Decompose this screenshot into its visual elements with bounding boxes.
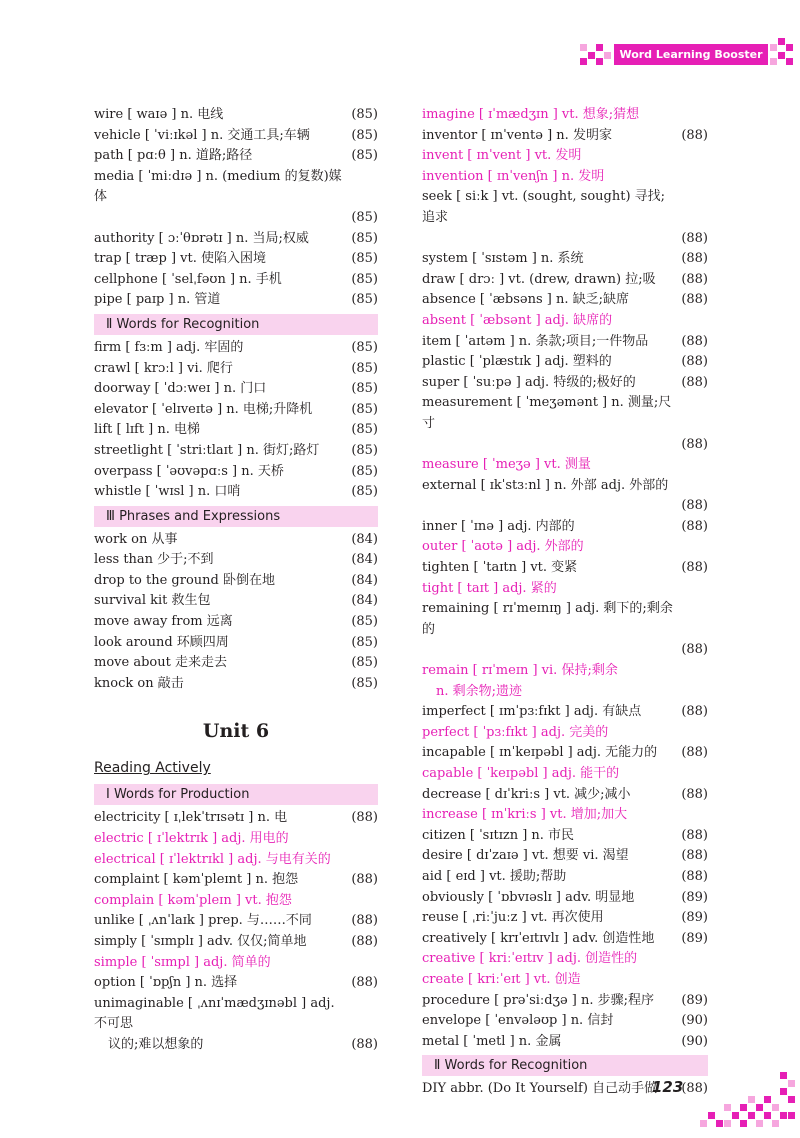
vocab-entry: [94, 359, 378, 380]
vocab-entry: [94, 591, 378, 612]
page-reference: (90): [681, 1013, 708, 1029]
entry-text: complain [ kəmˈpleɪn ] vt. 抱怨: [94, 892, 292, 908]
derived-word-entry: [94, 850, 378, 871]
entry-text: vehicle [ ˈviːɪkəl ] n. 交通工具;车辆: [94, 127, 310, 143]
derived-word-entry: [422, 805, 708, 826]
page-reference: (88): [681, 827, 708, 843]
entry-text: look around 环顾四周: [94, 634, 229, 650]
header-banner: Word Learning Booster: [614, 44, 768, 65]
vocab-entry: [94, 482, 378, 503]
page-reference: (88): [681, 848, 708, 864]
entry-text: path [ pɑːθ ] n. 道路;路径: [94, 148, 253, 164]
vocab-entry: [94, 400, 378, 421]
left-column: [94, 105, 378, 1056]
entry-text: move away from 远离: [94, 614, 233, 630]
entry-text: super [ ˈsuːpə ] adj. 特级的;极好的: [422, 374, 636, 390]
entry-text: electricity [ ɪˌlekˈtrɪsətɪ ] n. 电: [94, 810, 288, 826]
vocab-entry: [94, 420, 378, 441]
vocab-entry: [94, 932, 378, 953]
entry-text: aid [ eɪd ] vt. 援助;帮助: [422, 868, 567, 884]
page-reference: (90): [681, 1033, 708, 1049]
entry-text: inventor [ ɪnˈventə ] n. 发明家: [422, 127, 612, 143]
entry-text: complaint [ kəmˈpleɪnt ] n. 抱怨: [94, 872, 299, 888]
vocab-entry: [94, 973, 378, 994]
entry-text: electrical [ ɪˈlektrɪkl ] adj. 与电有关的: [94, 851, 331, 867]
derived-word-entry: [422, 105, 708, 126]
entry-text: external [ ɪkˈstɜːnl ] n. 外部 adj. 外部的: [422, 477, 669, 493]
entry-text: tighten [ ˈtaɪtn ] vt. 变紧: [422, 560, 578, 576]
entry-text: outer [ ˈaʊtə ] adj. 外部的: [422, 539, 584, 555]
entry-text: trap [ træp ] vt. 使陷入困境: [94, 251, 266, 267]
page-reference: (88): [681, 230, 708, 246]
vocab-entry: [422, 888, 708, 909]
derived-word-entry: [422, 167, 708, 188]
entry-continuation: 议的;难以想象的: [108, 1036, 204, 1052]
page-reference: (88): [681, 127, 708, 143]
page-reference: (85): [351, 292, 378, 308]
entry-text: simple [ ˈsɪmpl ] adj. 简单的: [94, 954, 271, 970]
page-reference: (89): [681, 930, 708, 946]
entry-text: wire [ waɪə ] n. 电线: [94, 107, 224, 122]
page-reference: (85): [351, 360, 378, 376]
page-reference: (85): [351, 655, 378, 671]
derived-word-entry: [422, 579, 708, 600]
vocab-entry: [422, 1011, 708, 1032]
vocab-entry: [94, 379, 378, 400]
entry-text: reuse [ ˌriːˈjuːz ] vt. 再次使用: [422, 910, 604, 926]
entry-text: doorway [ ˈdɔːweɪ ] n. 门口: [94, 381, 267, 397]
page-reference: (88): [681, 436, 708, 452]
vocab-entry: [94, 911, 378, 932]
vocab-entry: [422, 126, 708, 147]
vocab-entry: [422, 929, 708, 950]
entry-text: firm [ fɜːm ] adj. 牢固的: [94, 339, 244, 355]
entry-text: unimaginable [ ˌʌnɪˈmædʒɪnəbl ] adj. 不可思: [94, 995, 335, 1032]
right-column: [422, 105, 708, 1100]
vocab-entry: [422, 249, 708, 270]
derived-word-entry: [422, 146, 708, 167]
page-reference: (88): [681, 868, 708, 884]
entry-text: authority [ ɔːˈθɒrətɪ ] n. 当局;权威: [94, 230, 309, 246]
vocab-entry: [94, 808, 378, 829]
derived-word-entry: [422, 949, 708, 970]
entry-text: incapable [ ɪnˈkeɪpəbl ] adj. 无能力的: [422, 745, 658, 761]
page-reference: (88): [351, 1036, 378, 1052]
entry-text: DIY abbr. (Do It Yourself) 自己动手做: [422, 1081, 658, 1097]
entry-text: whistle [ ˈwɪsl ] n. 口哨: [94, 484, 241, 500]
entry-text: unlike [ ˌʌnˈlaɪk ] prep. 与……不同: [94, 913, 312, 929]
derived-word-entry: [422, 455, 708, 476]
page-reference: (88): [681, 292, 708, 308]
entry-text: imperfect [ ɪmˈpɜːfɪkt ] adj. 有缺点: [422, 704, 642, 720]
vocab-entry: [94, 441, 378, 462]
entry-text: creatively [ krɪˈeɪtɪvlɪ ] adv. 创造性地: [422, 930, 655, 946]
page-reference: (88): [681, 271, 708, 287]
vocab-entry: [94, 290, 378, 311]
entry-text: create [ kriːˈeɪt ] vt. 创造: [422, 971, 581, 987]
vocab-entry: [422, 352, 708, 373]
page-reference: (88): [351, 810, 378, 826]
entry-text: envelope [ ˈenvələʊp ] n. 信封: [422, 1013, 614, 1029]
entry-text: electric [ ɪˈlektrɪk ] adj. 用电的: [94, 831, 289, 847]
vocab-entry: [422, 373, 708, 394]
vocab-entry: [94, 571, 378, 592]
vocab-entry: [422, 743, 708, 764]
entry-text: invention [ ɪnˈvenʃn ] n. 发明: [422, 168, 605, 184]
vocab-entry: [422, 867, 708, 888]
vocab-entry: [94, 633, 378, 654]
derived-word-entry: [422, 764, 708, 785]
entry-text: metal [ ˈmetl ] n. 金属: [422, 1033, 562, 1049]
entry-text: overpass [ ˈəʊvəpɑːs ] n. 天桥: [94, 463, 284, 479]
section-header: Ⅱ Words for Recognition: [422, 1055, 708, 1076]
page-reference: (85): [351, 209, 378, 225]
derived-word-entry: [94, 829, 378, 850]
entry-text: measurement [ ˈmeʒəmənt ] n. 测量;尺寸: [422, 395, 672, 431]
vocab-entry: [94, 530, 378, 551]
page-number: 123: [652, 1078, 684, 1096]
vocab-entry: [422, 991, 708, 1012]
page-reference: (88): [681, 374, 708, 390]
entry-text: item [ ˈaɪtəm ] n. 条款;项目;一件物品: [422, 333, 649, 349]
page-reference: (84): [351, 531, 378, 547]
unit-title: Unit 6: [202, 720, 270, 743]
page-reference: (85): [351, 463, 378, 479]
entry-text: survival kit 救生包: [94, 593, 211, 609]
page-reference: (88): [681, 704, 708, 720]
page-reference: (85): [351, 484, 378, 500]
entry-text: perfect [ ˈpɜːfɪkt ] adj. 完美的: [422, 724, 609, 740]
entry-text: lift [ lɪft ] n. 电梯: [94, 422, 201, 438]
page-reference: (88): [681, 518, 708, 534]
entry-text: remaining [ rɪˈmeɪnɪŋ ] adj. 剩下的;剩余的: [422, 601, 673, 637]
entry-text: absence [ ˈæbsəns ] n. 缺乏;缺席: [422, 292, 629, 308]
entry-text: pipe [ paɪp ] n. 管道: [94, 292, 221, 308]
page-reference: (89): [681, 992, 708, 1008]
page-reference: (88): [351, 934, 378, 949]
vocab-entry: [94, 249, 378, 270]
page-reference: (85): [351, 614, 378, 630]
page-reference: (88): [681, 642, 708, 658]
vocab-entry: [94, 462, 378, 483]
entry-text: absent [ ˈæbsənt ] adj. 缺席的: [422, 312, 613, 328]
entry-text: imagine [ ɪˈmædʒɪn ] vt. 想象;猜想: [422, 107, 640, 122]
page-reference: (85): [351, 271, 378, 287]
vocab-entry: [94, 105, 378, 126]
vocab-entry: [422, 826, 708, 847]
page-reference: (88): [351, 872, 378, 888]
vocab-entry: [422, 332, 708, 353]
vocab-entry: [422, 517, 708, 538]
derived-word-entry: [422, 970, 708, 991]
page-reference: (88): [351, 975, 378, 991]
page-reference: (88): [681, 354, 708, 370]
entry-text: desire [ dɪˈzaɪə ] vt. 想要 vi. 渴望: [422, 848, 629, 864]
vocab-entry: [422, 476, 708, 517]
vocab-entry: [94, 167, 378, 229]
page-reference: (84): [351, 593, 378, 609]
page-reference: (89): [681, 910, 708, 926]
page-reference: (85): [351, 107, 378, 122]
page-reference: (85): [351, 381, 378, 397]
section-header: Ⅲ Phrases and Expressions: [94, 506, 378, 527]
entry-continuation: n. 剩余物;遗迹: [436, 683, 523, 699]
vocab-entry: [422, 187, 708, 249]
page-reference: (88): [681, 333, 708, 349]
entry-text: increase [ ɪnˈkriːs ] vt. 增加;加大: [422, 807, 628, 823]
page-reference: (88): [681, 745, 708, 761]
page-reference: (85): [351, 401, 378, 417]
page-reference: (88): [351, 913, 378, 929]
vocab-entry: [94, 653, 378, 674]
vocab-entry: [422, 270, 708, 291]
entry-text: creative [ kriːˈeɪtɪv ] adj. 创造性的: [422, 951, 638, 967]
vocab-entry: [422, 908, 708, 929]
vocab-entry: [94, 550, 378, 571]
vocab-entry: [422, 290, 708, 311]
vocab-entry: [422, 393, 708, 455]
entry-text: simply [ ˈsɪmplɪ ] adv. 仅仅;简单地: [94, 934, 307, 949]
page-reference: (85): [351, 339, 378, 355]
entry-text: tight [ taɪt ] adj. 紧的: [422, 580, 557, 596]
vocab-entry: [94, 338, 378, 359]
page-reference: (88): [681, 1081, 708, 1097]
entry-text: citizen [ ˈsɪtɪzn ] n. 市民: [422, 827, 575, 843]
entry-text: less than 少于;不到: [94, 552, 214, 568]
page-reference: (85): [351, 127, 378, 143]
vocab-entry: [94, 612, 378, 633]
entry-text: cellphone [ ˈselˌfəʊn ] n. 手机: [94, 271, 282, 287]
entry-text: remain [ rɪˈmeɪn ] vi. 保持;剩余: [422, 663, 618, 679]
derived-word-entry: [422, 311, 708, 332]
vocab-entry: [94, 994, 378, 1056]
vocab-entry: [94, 870, 378, 891]
page-reference: (88): [681, 251, 708, 267]
vocab-entry: [94, 146, 378, 167]
entry-text: inner [ ˈɪnə ] adj. 内部的: [422, 518, 575, 534]
entry-text: measure [ ˈmeʒə ] vt. 测量: [422, 457, 591, 473]
entry-text: crawl [ krɔːl ] vi. 爬行: [94, 360, 233, 376]
entry-text: system [ ˈsɪstəm ] n. 系统: [422, 251, 584, 267]
section-header: Ⅱ Words for Recognition: [94, 314, 378, 335]
entry-text: option [ ˈɒpʃn ] n. 选择: [94, 975, 238, 991]
entry-text: seek [ siːk ] vt. (sought, sought) 寻找;追求: [422, 189, 666, 225]
entry-text: obviously [ ˈɒbvɪəslɪ ] adv. 明显地: [422, 889, 635, 905]
vocab-entry: [94, 229, 378, 250]
subsection-heading: Reading Actively: [94, 760, 211, 777]
vocab-entry: [422, 599, 708, 661]
derived-word-entry: [94, 953, 378, 974]
entry-text: work on 从事: [94, 531, 178, 547]
page-reference: (85): [351, 634, 378, 650]
derived-word-entry: [422, 723, 708, 744]
vocab-entry: [94, 126, 378, 147]
entry-text: invent [ ɪnˈvent ] vt. 发明: [422, 148, 582, 164]
entry-text: media [ ˈmiːdɪə ] n. (medium 的复数)媒体: [94, 168, 342, 205]
page-reference: (85): [351, 422, 378, 438]
entry-text: draw [ drɔː ] vt. (drew, drawn) 拉;吸: [422, 271, 656, 287]
vocab-entry: [94, 674, 378, 695]
section-header: Ⅰ Words for Production: [94, 784, 378, 805]
entry-text: capable [ ˈkeɪpəbl ] adj. 能干的: [422, 766, 620, 781]
page-reference: (84): [351, 552, 378, 568]
page-reference: (89): [681, 889, 708, 905]
derived-word-entry: [422, 661, 708, 702]
entry-text: drop to the ground 卧倒在地: [94, 572, 275, 588]
entry-text: elevator [ ˈelɪveɪtə ] n. 电梯;升降机: [94, 401, 313, 417]
page-reference: (85): [351, 675, 378, 691]
page-reference: (85): [351, 230, 378, 246]
vocab-entry: [94, 270, 378, 291]
vocab-entry: [422, 558, 708, 579]
derived-word-entry: [94, 891, 378, 912]
page-reference: (88): [681, 560, 708, 576]
vocab-entry: [422, 1032, 708, 1053]
entry-text: knock on 敲击: [94, 675, 184, 691]
entry-text: move about 走来走去: [94, 655, 227, 671]
derived-word-entry: [422, 537, 708, 558]
page-reference: (84): [351, 572, 378, 588]
page-reference: (85): [351, 251, 378, 267]
page-reference: (88): [681, 786, 708, 802]
page-reference: (88): [681, 498, 708, 514]
entry-text: decrease [ dɪˈkriːs ] vt. 减少;减小: [422, 786, 631, 802]
vocab-entry: [422, 846, 708, 867]
entry-text: streetlight [ ˈstriːtlaɪt ] n. 街灯;路灯: [94, 442, 320, 458]
vocab-entry: [422, 702, 708, 723]
vocab-entry: [422, 785, 708, 806]
page-reference: (85): [351, 442, 378, 458]
entry-text: plastic [ ˈplæstɪk ] adj. 塑料的: [422, 354, 612, 370]
page-reference: (85): [351, 148, 378, 164]
entry-text: procedure [ prəˈsiːdʒə ] n. 步骤;程序: [422, 992, 654, 1008]
